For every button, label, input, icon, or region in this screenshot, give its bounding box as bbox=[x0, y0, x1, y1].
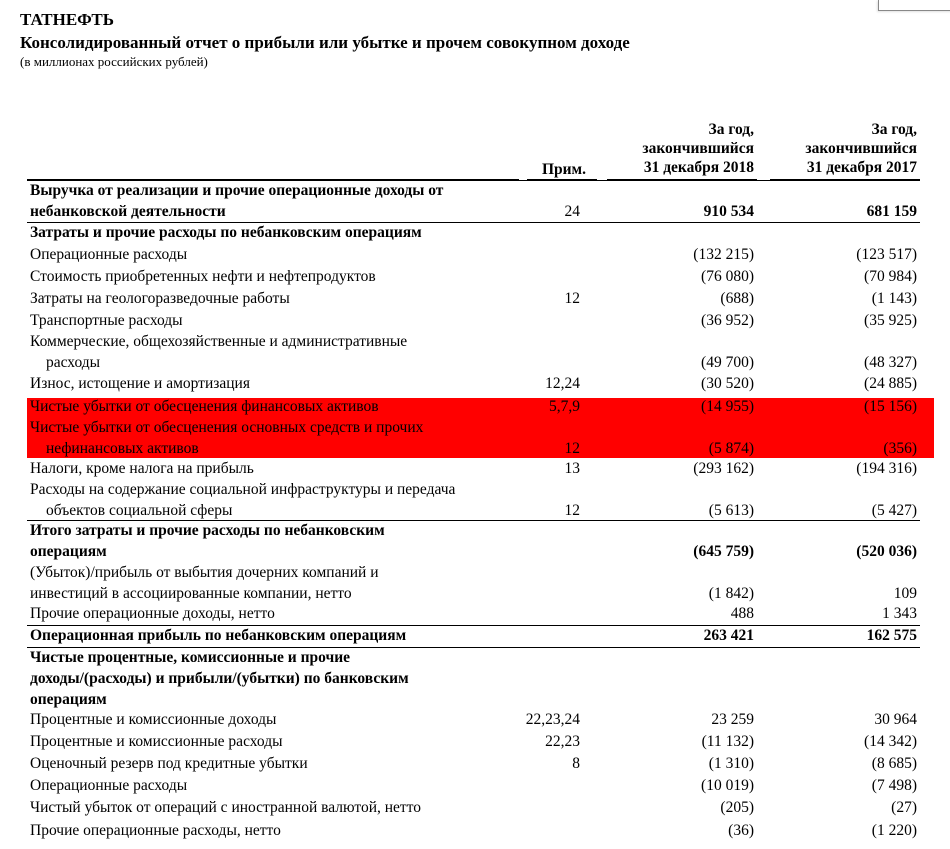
row-label: (Убыток)/прибыль от выбытия дочерних компаний и инвестиций в ассоциированные компании, нетто bbox=[30, 564, 379, 602]
value-2018: (205) bbox=[720, 799, 754, 816]
row-label: Прочие операционные расходы, нетто bbox=[30, 822, 281, 839]
value-2017: (1 220) bbox=[871, 822, 917, 839]
row-label: Операционные расходы bbox=[30, 246, 188, 263]
note-column-header: Прим. bbox=[541, 161, 586, 178]
value-2018: 263 421 bbox=[703, 627, 754, 644]
value-2017: 109 bbox=[893, 585, 917, 602]
value-2017: (7 498) bbox=[871, 777, 917, 794]
row-label: Итого затраты и прочие расходы по небанковским операциям bbox=[30, 522, 385, 560]
value-2017: 162 575 bbox=[866, 627, 917, 644]
row-label: Чистый убыток от операций с иностранной валютой, нетто bbox=[30, 799, 422, 816]
row-rule bbox=[27, 647, 920, 648]
row-label: Процентные и комиссионные расходы bbox=[30, 733, 283, 750]
row-label: Расходы на содержание социальной инфраструктуры и передача объектов социальной сферы bbox=[30, 481, 456, 519]
value-2018: (688) bbox=[720, 290, 754, 307]
value-2017: (15 156) bbox=[864, 398, 917, 415]
value-2018: (132 215) bbox=[693, 246, 754, 263]
value-2018: (5 613) bbox=[708, 502, 754, 519]
value-2018: (5 874) bbox=[708, 440, 754, 457]
company-name: ТАТНЕФТЬ bbox=[20, 10, 114, 29]
row-label: Чистые процентные, комиссионные и прочие доходы/(расходы) и прибыли/(убытки) по банковским операциям bbox=[30, 649, 409, 708]
row-rule bbox=[27, 625, 920, 626]
report-title: Консолидированный отчет о прибыли или убытке и прочем совокупном доходе bbox=[20, 33, 630, 52]
row-label: Прочие операционные доходы, нетто bbox=[30, 605, 275, 622]
note-cell: 13 bbox=[564, 460, 580, 477]
value-2017: (123 517) bbox=[856, 246, 917, 263]
note-cell: 22,23 bbox=[545, 733, 580, 750]
note-cell: 12 bbox=[564, 290, 580, 307]
value-2018: (36) bbox=[728, 822, 754, 839]
value-2017: (194 316) bbox=[856, 460, 917, 477]
note-cell: 12,24 bbox=[545, 375, 580, 392]
value-2018: (293 162) bbox=[693, 460, 754, 477]
value-2017: 681 159 bbox=[866, 203, 917, 220]
note-cell: 12 bbox=[564, 502, 580, 519]
column-header-2017: За год, закончившийся 31 декабря 2017 bbox=[805, 121, 917, 176]
row-label: Операционная прибыль по небанковским операциям bbox=[30, 627, 407, 644]
value-2018: (10 019) bbox=[701, 777, 754, 794]
value-2017: (35 925) bbox=[864, 312, 917, 329]
value-2017: (520 036) bbox=[856, 543, 917, 560]
row-label: Процентные и комиссионные доходы bbox=[30, 711, 277, 728]
value-2017: (356) bbox=[883, 440, 917, 457]
value-2017: (8 685) bbox=[871, 755, 917, 772]
value-2018: (645 759) bbox=[693, 543, 754, 560]
value-2018: (1 310) bbox=[708, 755, 754, 772]
value-2017: (1 143) bbox=[871, 290, 917, 307]
value-2018: (30 520) bbox=[701, 375, 754, 392]
note-cell: 22,23,24 bbox=[525, 711, 580, 728]
row-label: Выручка от реализации и прочие операционные доходы от небанковской деятельности bbox=[30, 182, 444, 220]
note-cell: 5,7,9 bbox=[549, 398, 580, 415]
note-cell: 24 bbox=[564, 203, 580, 220]
row-rule bbox=[27, 520, 920, 521]
value-2018: (49 700) bbox=[701, 354, 754, 371]
row-label: Налоги, кроме налога на прибыль bbox=[30, 460, 254, 477]
row-label: Операционные расходы bbox=[30, 777, 188, 794]
value-2018: 910 534 bbox=[703, 203, 754, 220]
value-2017: (5 427) bbox=[871, 502, 917, 519]
value-2017: (48 327) bbox=[864, 354, 917, 371]
row-label: Затраты на геологоразведочные работы bbox=[30, 290, 290, 307]
value-2017: 1 343 bbox=[882, 605, 917, 622]
value-2018: 23 259 bbox=[711, 711, 754, 728]
value-2018: (76 080) bbox=[701, 268, 754, 285]
page-corner-frame bbox=[878, 0, 950, 11]
row-label: Чистые убытки от обесценения финансовых активов bbox=[30, 398, 379, 415]
row-rule bbox=[27, 222, 920, 223]
row-label: Чистые убытки от обесценения основных средств и прочих нефинансовых активов bbox=[30, 419, 424, 457]
row-rule bbox=[27, 180, 920, 181]
row-label: Затраты и прочие расходы по небанковским операциям bbox=[30, 224, 422, 241]
row-label: Коммерческие, общехозяйственные и административные расходы bbox=[30, 333, 408, 371]
value-2018: 488 bbox=[730, 605, 754, 622]
value-2017: (24 885) bbox=[864, 375, 917, 392]
column-header-2018: За год, закончившийся 31 декабря 2018 bbox=[642, 121, 754, 176]
value-2017: 30 964 bbox=[874, 711, 917, 728]
row-label: Оценочный резерв под кредитные убытки bbox=[30, 755, 308, 772]
value-2018: (11 132) bbox=[701, 733, 754, 750]
units-note: (в миллионах российских рублей) bbox=[20, 54, 208, 69]
row-label: Стоимость приобретенных нефти и нефтепродуктов bbox=[30, 268, 376, 285]
note-cell: 8 bbox=[572, 755, 580, 772]
value-2017: (14 342) bbox=[864, 733, 917, 750]
value-2018: (1 842) bbox=[708, 585, 754, 602]
note-cell: 12 bbox=[564, 440, 580, 457]
value-2018: (14 955) bbox=[701, 398, 754, 415]
row-label: Транспортные расходы bbox=[30, 312, 183, 329]
row-label: Износ, истощение и амортизация bbox=[30, 375, 250, 392]
value-2017: (27) bbox=[891, 799, 917, 816]
value-2018: (36 952) bbox=[701, 312, 754, 329]
value-2017: (70 984) bbox=[864, 268, 917, 285]
